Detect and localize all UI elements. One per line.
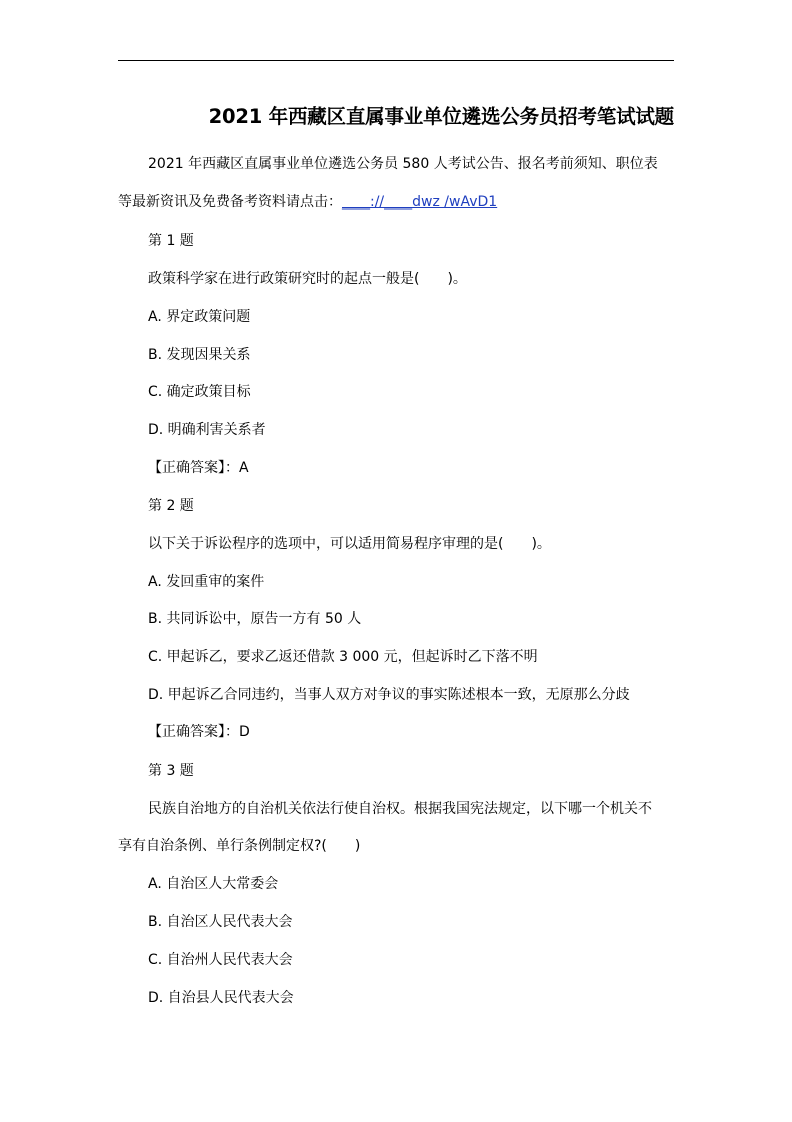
question-3-option-d: D. 自治县人民代表大会 — [148, 990, 294, 1006]
question-2-option-d: D. 甲起诉乙合同违约，当事人双方对争议的事实陈述根本一致，无原那么分歧 — [148, 687, 630, 703]
intro-line-2 — [118, 192, 497, 212]
question-1-option-a: A. 界定政策问题 — [148, 309, 251, 325]
header-rule — [118, 60, 674, 61]
question-2-number: 第 2 题 — [148, 498, 194, 514]
question-1-stem: 政策科学家在进行政策研究时的起点一般是( )。 — [148, 271, 467, 287]
question-3-option-a: A. 自治区人大常委会 — [148, 876, 279, 892]
question-1-option-d: D. 明确利害关系者 — [148, 422, 266, 438]
question-3-option-c: C. 自治州人民代表大会 — [148, 952, 293, 968]
question-1-option-c: C. 确定政策目标 — [148, 384, 251, 400]
question-1-option-b: B. 发现因果关系 — [148, 347, 251, 363]
promo-link[interactable]: ____://____dwz /wAvD1 — [342, 194, 498, 210]
question-1-answer: 【正确答案】：A — [148, 460, 249, 476]
question-2-answer: 【正确答案】：D — [148, 724, 250, 740]
question-1-number: 第 1 题 — [148, 233, 194, 249]
page-title: 2021 年西藏区直属事业单位遴选公务员招考笔试试题 — [208, 105, 674, 128]
question-2-option-c: C. 甲起诉乙，要求乙返还借款 3 000 元，但起诉时乙下落不明 — [148, 649, 538, 665]
intro-line-2-text: 等最新资讯及免费备考资料请点击： — [118, 194, 342, 210]
question-2-option-a: A. 发回重审的案件 — [148, 574, 265, 590]
question-3-stem-line-1: 民族自治地方的自治机关依法行使自治权。根据我国宪法规定，以下哪一个机关不 — [148, 801, 652, 817]
question-3-stem-line-2: 享有自治条例、单行条例制定权?( ) — [118, 838, 361, 854]
question-2-stem: 以下关于诉讼程序的选项中，可以适用简易程序审理的是( )。 — [148, 536, 551, 552]
question-2-option-b: B. 共同诉讼中，原告一方有 50 人 — [148, 611, 362, 627]
intro-line-1: 2021 年西藏区直属事业单位遴选公务员 580 人考试公告、报名考前须知、职位表 — [148, 156, 658, 172]
question-3-option-b: B. 自治区人民代表大会 — [148, 914, 293, 930]
question-3-number: 第 3 题 — [148, 763, 194, 779]
